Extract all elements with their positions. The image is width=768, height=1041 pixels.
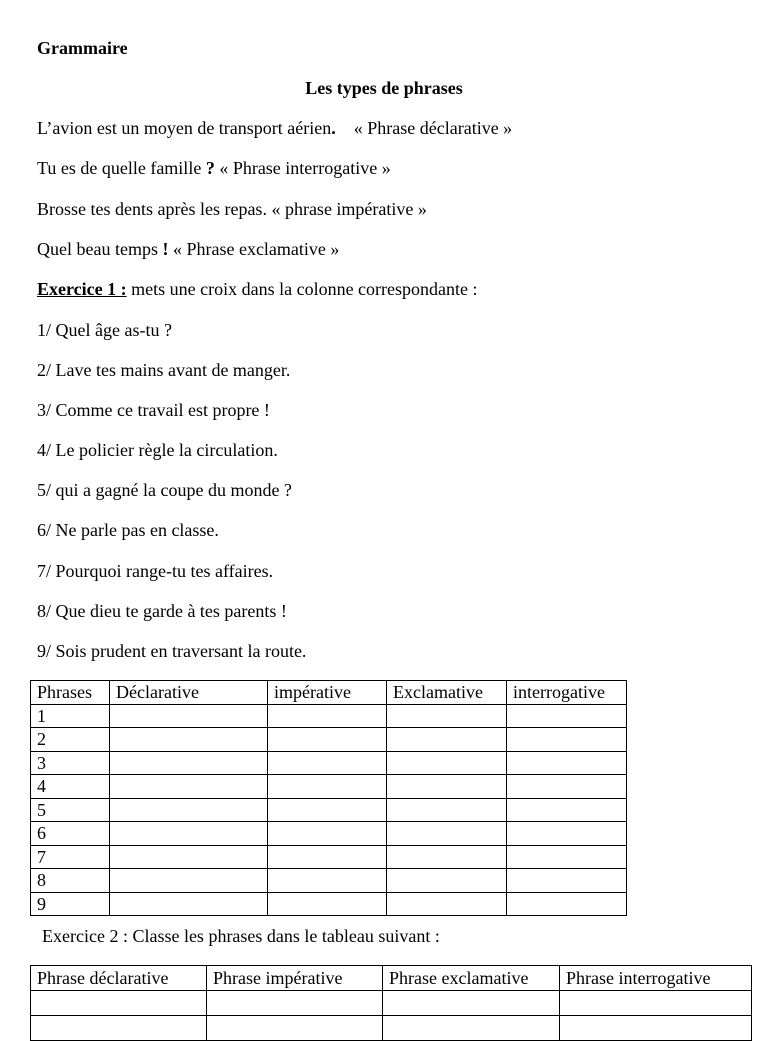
answer-cell[interactable] — [268, 728, 387, 752]
answer-cell[interactable] — [387, 845, 507, 869]
answer-cell[interactable] — [507, 704, 627, 728]
answer-cell[interactable] — [507, 798, 627, 822]
table-header-row — [31, 681, 627, 705]
example-exclamative — [37, 239, 339, 260]
example-declarative — [37, 118, 512, 139]
exercise-item: 7/ Pourquoi range-tu tes affaires. — [37, 561, 274, 581]
row-number: 8 — [31, 869, 110, 893]
answer-cell[interactable] — [507, 728, 627, 752]
row-number: 1 — [31, 704, 110, 728]
exercise-item: 2/ Lave tes mains avant de manger. — [37, 360, 291, 380]
answer-cell[interactable] — [268, 704, 387, 728]
exercise-item: 5/ qui a gagné la coupe du monde ? — [37, 480, 292, 500]
table-row — [31, 704, 627, 728]
answer-cell[interactable] — [268, 845, 387, 869]
answer-cell[interactable] — [507, 775, 627, 799]
exercise-item: 6/ Ne parle pas en classe. — [37, 520, 219, 540]
answer-cell[interactable] — [207, 1016, 383, 1041]
answer-cell[interactable] — [268, 869, 387, 893]
answer-cell[interactable] — [110, 728, 268, 752]
answer-cell[interactable] — [560, 991, 752, 1016]
exercise-item: 1/ Quel âge as-tu ? — [37, 320, 172, 340]
answer-cell[interactable] — [110, 822, 268, 846]
table-row — [31, 728, 627, 752]
answer-cell[interactable] — [110, 775, 268, 799]
answer-cell[interactable] — [383, 1016, 560, 1041]
answer-cell[interactable] — [387, 869, 507, 893]
header-cell: Phrase déclarative — [31, 966, 207, 991]
example-sentence: L’avion est un moyen de transport aérien — [37, 118, 332, 138]
row-number: 7 — [31, 845, 110, 869]
example-type: « Phrase interrogative » — [219, 158, 391, 178]
exercise2-table — [30, 965, 752, 1041]
exercise2-instruction: Exercice 2 : Classe les phrases dans le tableau suivant : — [42, 926, 440, 946]
subject-heading: Grammaire — [37, 38, 128, 58]
answer-cell[interactable] — [507, 892, 627, 916]
answer-cell[interactable] — [268, 892, 387, 916]
answer-cell[interactable] — [31, 1016, 207, 1041]
example-sentence: Quel beau temps — [37, 239, 163, 259]
header-cell: Phrase exclamative — [383, 966, 560, 991]
example-sentence: Brosse tes dents après les repas. — [37, 199, 267, 219]
table-row — [31, 869, 627, 893]
example-interrogative — [37, 158, 391, 179]
example-imperative — [37, 199, 427, 220]
answer-cell[interactable] — [387, 728, 507, 752]
exercise1-table — [30, 680, 627, 916]
header-cell: Phrases — [31, 681, 110, 705]
answer-cell[interactable] — [387, 775, 507, 799]
header-cell: Exclamative — [387, 681, 507, 705]
answer-cell[interactable] — [507, 751, 627, 775]
answer-cell[interactable] — [560, 1016, 752, 1041]
answer-cell[interactable] — [110, 845, 268, 869]
row-number: 2 — [31, 728, 110, 752]
example-sentence: Tu es de quelle famille — [37, 158, 206, 178]
exercise-item: 8/ Que dieu te garde à tes parents ! — [37, 601, 287, 621]
answer-cell[interactable] — [387, 822, 507, 846]
example-punctuation: ! — [162, 239, 169, 259]
example-punctuation: ? — [205, 158, 215, 178]
answer-cell[interactable] — [110, 869, 268, 893]
header-cell: Phrase interrogative — [560, 966, 752, 991]
page-title: Les types de phrases — [305, 78, 463, 98]
answer-cell[interactable] — [110, 751, 268, 775]
table-row — [31, 798, 627, 822]
exercise1-label: Exercice 1 : — [37, 279, 127, 299]
header-cell: interrogative — [507, 681, 627, 705]
answer-cell[interactable] — [507, 822, 627, 846]
row-number: 6 — [31, 822, 110, 846]
header-cell: Phrase impérative — [207, 966, 383, 991]
answer-cell[interactable] — [387, 751, 507, 775]
answer-cell[interactable] — [507, 869, 627, 893]
table-row — [31, 845, 627, 869]
example-type: « Phrase exclamative » — [172, 239, 340, 259]
header-cell: impérative — [268, 681, 387, 705]
table-row — [31, 991, 752, 1016]
header-cell: Déclarative — [110, 681, 268, 705]
table-row — [31, 751, 627, 775]
answer-cell[interactable] — [387, 892, 507, 916]
answer-cell[interactable] — [31, 991, 207, 1016]
answer-cell[interactable] — [207, 991, 383, 1016]
example-punctuation: . — [331, 118, 336, 138]
exercise-item: 3/ Comme ce travail est propre ! — [37, 400, 270, 420]
table-row — [31, 775, 627, 799]
table-row — [31, 1016, 752, 1041]
row-number: 3 — [31, 751, 110, 775]
answer-cell[interactable] — [268, 798, 387, 822]
exercise-item: 4/ Le policier règle la circulation. — [37, 440, 278, 460]
table-row — [31, 892, 627, 916]
exercise-item: 9/ Sois prudent en traversant la route. — [37, 641, 307, 661]
row-number: 9 — [31, 892, 110, 916]
answer-cell[interactable] — [268, 775, 387, 799]
answer-cell[interactable] — [507, 845, 627, 869]
exercise1-heading — [37, 279, 478, 300]
answer-cell[interactable] — [383, 991, 560, 1016]
row-number: 4 — [31, 775, 110, 799]
answer-cell[interactable] — [268, 751, 387, 775]
answer-cell[interactable] — [110, 892, 268, 916]
exercise1-instruction: mets une croix dans la colonne correspondante : — [131, 279, 478, 299]
example-type: « phrase impérative » — [271, 199, 427, 219]
answer-cell[interactable] — [110, 704, 268, 728]
answer-cell[interactable] — [387, 704, 507, 728]
table-row — [31, 822, 627, 846]
table-header-row — [31, 966, 752, 991]
row-number: 5 — [31, 798, 110, 822]
answer-cell[interactable] — [110, 798, 268, 822]
example-type: « Phrase déclarative » — [353, 118, 513, 138]
answer-cell[interactable] — [268, 822, 387, 846]
answer-cell[interactable] — [387, 798, 507, 822]
